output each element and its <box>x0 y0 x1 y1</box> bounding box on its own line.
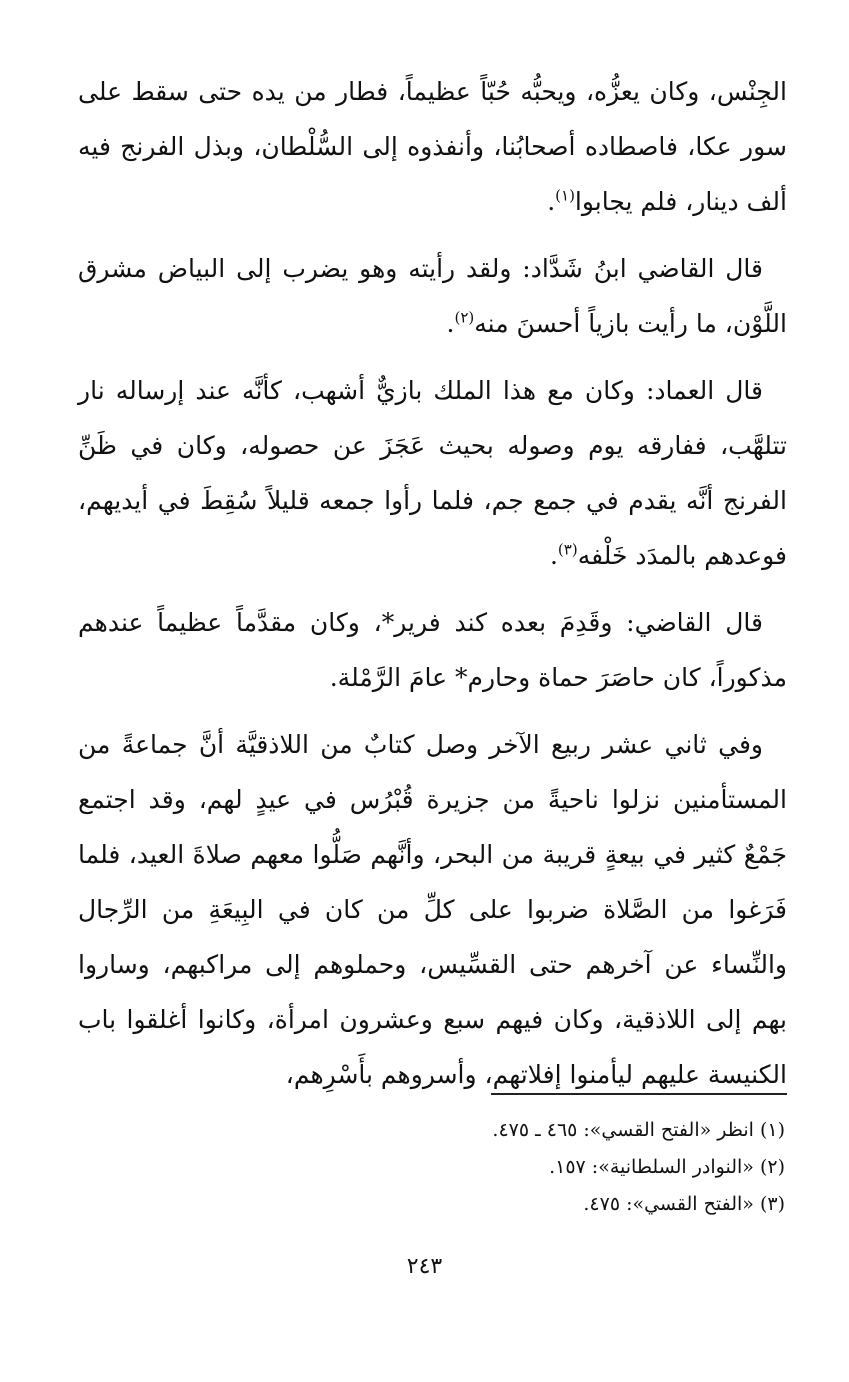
paragraph-4 <box>78 595 787 705</box>
paragraph-2-text: قال القاضي ابنُ شَدَّاد: ولقد رأيته وهو يضرب إلى البياض مشرق اللَّوْن، ما رأيت بازياً أحسنَ منه <box>78 254 787 338</box>
footnote-divider <box>491 1093 787 1095</box>
page-number: ٢٤٣ <box>406 1254 443 1279</box>
footnotes <box>365 1112 785 1223</box>
footnote-1: (١) انظر «الفتح القسي»: ٤٦٥ ـ ٤٧٥. <box>492 1119 785 1141</box>
paragraph-3-text: قال العماد: وكان مع هذا الملك بازيٌّ أشهب، كأنَّه عند إرساله نار تتلهَّب، ففارقه يوم وصوله بحيث عَجَزَ عن حصوله، وكان في ظَنِّ الفرنج أنَّه يقدم في جمع جم، فلما رأوا جمعه قليلاً سُقِطَ في أيديهم، فوعدهم بالمدَد خَلْفه <box>78 376 787 570</box>
paragraph-2-end: . <box>446 309 455 338</box>
paragraph-3-end: . <box>549 541 558 570</box>
paragraph-1-end: . <box>547 187 556 216</box>
paragraph-3 <box>78 363 787 583</box>
paragraph-1-text: الجِنْس، وكان يعزُّه، ويحبُّه حُبّاً عظيماً، فطار من يده حتى سقط على سور عكا، فاصطاده أصحابُنا، وأنفذوه إلى السُّلْطان، وبذل الفرنج فيه ألف دينار، فلم يجابوا <box>78 77 787 216</box>
footnote-2: (٢) «النوادر السلطانية»: ١٥٧. <box>549 1156 785 1178</box>
paragraph-1 <box>78 64 787 229</box>
paragraph-2 <box>78 241 787 351</box>
footnote-ref-3: (٣) <box>557 540 578 559</box>
footnote-ref-2: (٢) <box>454 308 475 327</box>
page-body <box>78 64 787 1114</box>
paragraph-5 <box>78 717 787 1102</box>
paragraph-5-text: وفي ثاني عشر ربيع الآخر وصل كتابٌ من اللاذقيَّة أنَّ جماعةً من المستأمنين نزلوا ناحيةً من جزيرة قُبْرُس في عيدٍ لهم، وقد اجتمع جَمْعٌ كثير في بيعةٍ قريبة من البحر، وأنَّهم صَلُّوا معهم صلاةَ العيد، فلما فَرَغوا من الصَّلاة ضربوا على كلِّ من كان في البِيعَةِ من الرِّجال والنِّساء عن آخرهم حتى القسِّيس، وحملوهم إلى مراكبهم، وساروا بهم إلى اللاذقية، وكان فيهم سبع وعشرون امرأة، وكانوا أغلقوا باب الكنيسة عليهم ليأمنوا إفلاتهم، وأسروهم بأَسْرِهم، <box>78 730 787 1089</box>
paragraph-4-text: قال القاضي: وقَدِمَ بعده كند فرير*، وكان مقدَّماً عظيماً عندهم مذكوراً، كان حاصَرَ حماة وحارم* عامَ الرَّمْلة. <box>78 608 787 692</box>
footnote-3: (٣) «الفتح القسي»: ٤٧٥. <box>583 1193 785 1215</box>
footnote-ref-1: (١) <box>555 186 575 205</box>
